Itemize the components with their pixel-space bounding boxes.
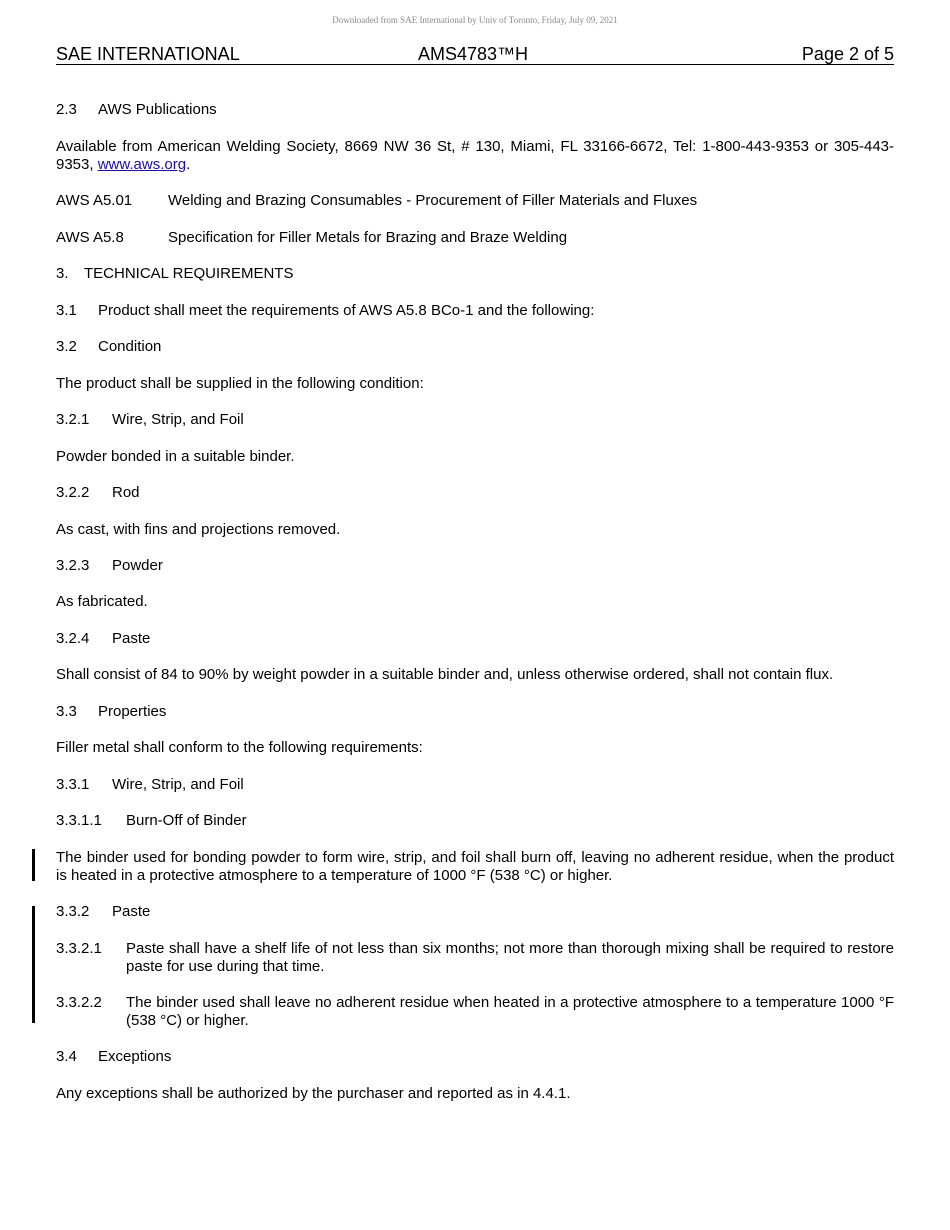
section-3-2-paragraph: The product shall be supplied in the following condition:	[56, 375, 424, 392]
section-3-2-2-heading: 3.2.2 Rod	[56, 484, 140, 501]
section-3-heading: 3. TECHNICAL REQUIREMENTS	[56, 265, 294, 282]
aws-website-link[interactable]: www.aws.org	[97, 156, 187, 173]
section-3-4-heading: 3.4 Exceptions	[56, 1048, 172, 1065]
change-bar	[32, 906, 35, 1023]
section-3-4-paragraph: Any exceptions shall be authorized by the purchaser and reported as in 4.4.1.	[56, 1085, 571, 1102]
section-3-3-1-1-heading: 3.3.1.1 Burn-Off of Binder	[56, 812, 247, 829]
section-3-3-2-1: 3.3.2.1 Paste shall have a shelf life of not less than six months; not more than thorough mixing shall be required to restore paste for use during that time.	[56, 940, 894, 975]
section-3-2-1-heading: 3.2.1 Wire, Strip, and Foil	[56, 411, 244, 428]
change-bar	[32, 849, 35, 881]
section-3-3-1-heading: 3.3.1 Wire, Strip, and Foil	[56, 776, 244, 793]
section-3-2-4-heading: 3.2.4 Paste	[56, 630, 151, 647]
aws-availability-paragraph: Available from American Welding Society, 8669 NW 36 St, # 130, Miami, FL 33166-6672, Tel: 1-800-443-9353 or 305-443-9353, www.aws.org.	[56, 138, 894, 173]
section-3-2-3-heading: 3.2.3 Powder	[56, 557, 163, 574]
section-3-3-1-1-paragraph: The binder used for bonding powder to form wire, strip, and foil shall burn off, leaving no adherent residue, when the product is heated in a protective atmosphere to a temperature of 1000 °F (538 °C) or higher.	[56, 849, 894, 884]
header-organization: SAE INTERNATIONAL	[56, 44, 240, 64]
section-3-2-3-paragraph: As fabricated.	[56, 593, 148, 610]
header-document-number: AMS4783™H	[418, 44, 529, 64]
section-3-1: 3.1 Product shall meet the requirements of AWS A5.8 BCo-1 and the following:	[56, 302, 595, 319]
section-3-2-heading: 3.2 Condition	[56, 338, 162, 355]
section-2-3-heading: 2.3 AWS Publications	[56, 101, 217, 118]
aws-a5-01-reference: AWS A5.01 Welding and Brazing Consumables - Procurement of Filler Materials and Fluxes	[56, 192, 698, 209]
section-3-2-4-paragraph: Shall consist of 84 to 90% by weight powder in a suitable binder and, unless otherwise ordered, shall not contain flux.	[56, 666, 834, 683]
section-3-3-heading: 3.3 Properties	[56, 703, 167, 720]
section-3-3-2-heading: 3.3.2 Paste	[56, 903, 151, 920]
page-header	[56, 44, 894, 65]
section-3-3-paragraph: Filler metal shall conform to the following requirements:	[56, 739, 423, 756]
download-watermark: Downloaded from SAE International by Univ of Toronto, Friday, July 09, 2021	[332, 15, 618, 25]
section-3-2-2-paragraph: As cast, with fins and projections removed.	[56, 521, 341, 538]
header-page-number: Page 2 of 5	[801, 44, 894, 64]
section-3-3-2-2: 3.3.2.2 The binder used shall leave no adherent residue when heated in a protective atmosphere to a temperature 1000 °F (538 °C) or higher.	[56, 994, 894, 1029]
section-3-2-1-paragraph: Powder bonded in a suitable binder.	[56, 448, 295, 465]
aws-a5-8-reference: AWS A5.8 Specification for Filler Metals for Brazing and Braze Welding	[56, 229, 568, 246]
